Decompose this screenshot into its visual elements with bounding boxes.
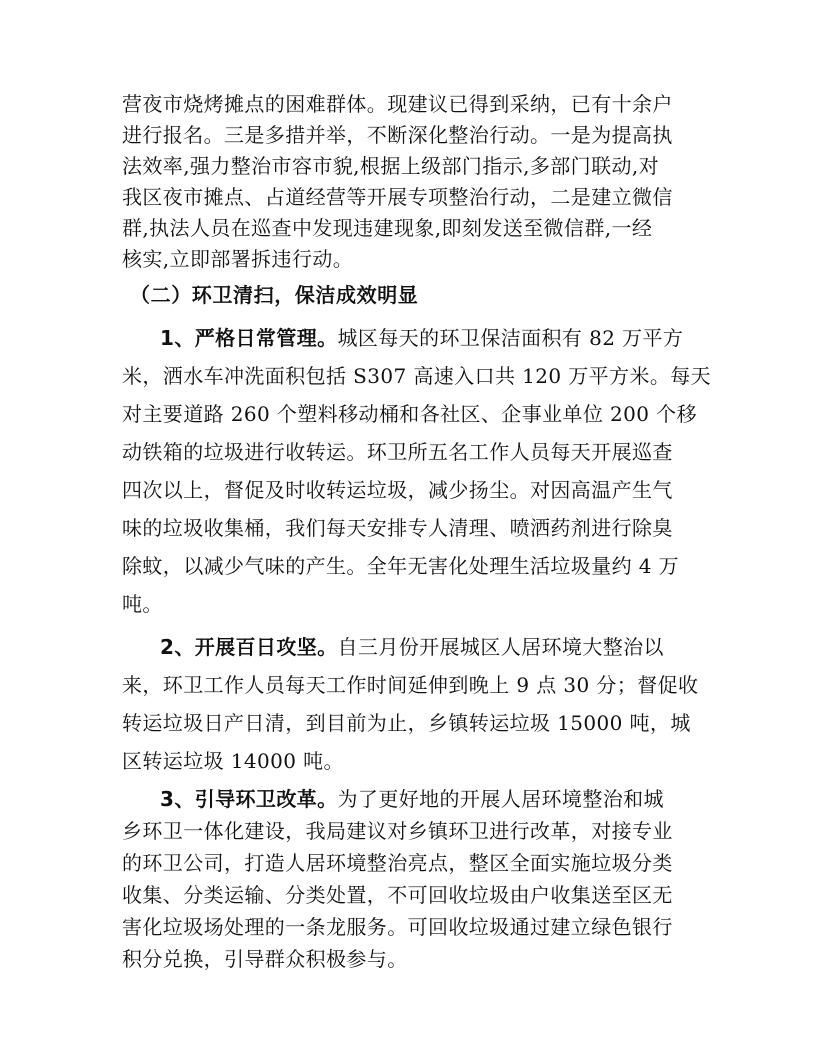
paragraph-line: 核实,立即部署拆违行动。 xyxy=(122,247,354,271)
paragraph-line: 区转运垃圾 14000 吨。 xyxy=(122,749,344,773)
paragraph-line: 吨。 xyxy=(122,592,163,616)
paragraph-line: 来，环卫工作人员每天工作时间延伸到晚上 9 点 30 分；督促收 xyxy=(122,673,699,697)
paragraph-line: 进行报名。三是多措并举，不断深化整治行动。一是为提高执 xyxy=(122,123,673,147)
item-1-first-line xyxy=(160,322,702,354)
item-1-title: 1、严格日常管理。 xyxy=(160,326,338,350)
paragraph-line: 收集、分类运输、分类处置，不可回收垃圾由户收集送至区无 xyxy=(122,883,673,907)
item-3-title: 3、引导环卫改革。 xyxy=(160,787,338,811)
paragraph-line: 法效率,强力整治市容市貌,根据上级部门指示,多部门联动,对 xyxy=(122,154,660,178)
paragraph-line: 四次以上，督促及时收转运垃圾，减少扬尘。对因高温产生气 xyxy=(122,478,673,502)
item-1-text: 城区每天的环卫保洁面积有 82 万平方 xyxy=(337,326,684,350)
item-2-title: 2、开展百日攻坚。 xyxy=(160,635,338,659)
paragraph-line: 转运垃圾日产日清，到目前为止，乡镇转运垃圾 15000 吨，城 xyxy=(122,711,691,735)
paragraph-line: 对主要道路 260 个塑料移动桶和各社区、企事业单位 200 个移 xyxy=(122,402,697,426)
paragraph-line: 群,执法人员在巡查中发现违建现象,即刻发送至微信群,一经 xyxy=(122,216,653,240)
item-3-first-line xyxy=(160,783,702,815)
item-2-text: 自三月份开展城区人居环境大整治以 xyxy=(337,635,664,659)
section-heading: （二）环卫清扫，保洁成效明显 xyxy=(130,283,419,307)
item-3-text: 为了更好地的开展人居环境整治和城 xyxy=(337,787,664,811)
paragraph-line: 害化垃圾场处理的一条龙服务。可回收垃圾通过建立绿色银行 xyxy=(122,915,673,939)
paragraph-line: 营夜市烧烤摊点的困难群体。现建议已得到采纳，已有十余户 xyxy=(122,92,673,116)
paragraph-line: 味的垃圾收集桶，我们每天安排专人清理、喷洒药剂进行除臭 xyxy=(122,516,673,540)
paragraph-line: 米，洒水车冲洗面积包括 S307 高速入口共 120 万平方米。每天 xyxy=(122,364,712,388)
paragraph-line: 除蚊，以减少气味的产生。全年无害化处理生活垃圾量约 4 万 xyxy=(122,554,680,578)
paragraph-line: 积分兑换，引导群众积极参与。 xyxy=(122,947,408,971)
paragraph-line: 乡环卫一体化建设，我局建议对乡镇环卫进行改革，对接专业 xyxy=(122,819,673,843)
item-2-first-line xyxy=(160,631,702,663)
paragraph-line: 动铁箱的垃圾进行收转运。环卫所五名工作人员每天开展巡查 xyxy=(122,440,673,464)
paragraph-line: 我区夜市摊点、占道经营等开展专项整治行动，二是建立微信 xyxy=(122,185,673,209)
paragraph-line: 的环卫公司，打造人居环境整治亮点，整区全面实施垃圾分类 xyxy=(122,851,673,875)
